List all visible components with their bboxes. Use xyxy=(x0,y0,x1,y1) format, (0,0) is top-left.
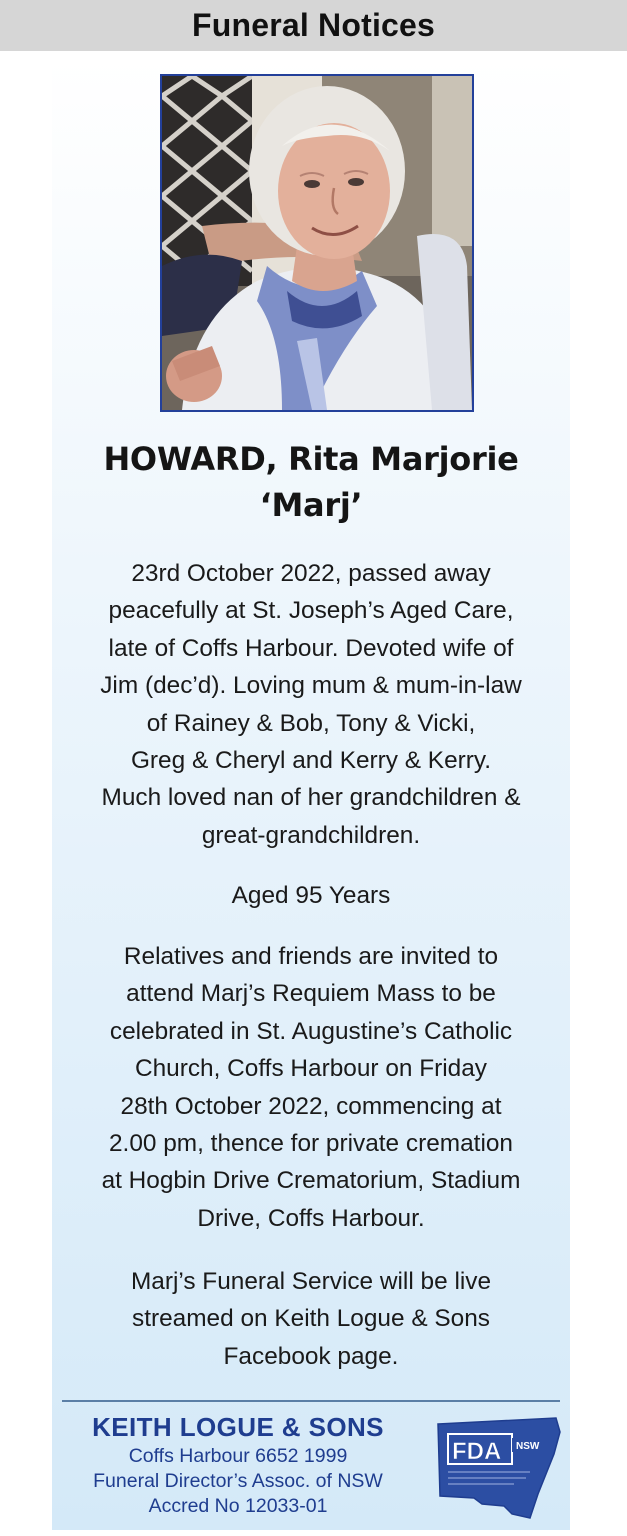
text-line: Jim (dec’d). Loving mum & mum-in-law xyxy=(100,672,522,700)
funeral-notice-card xyxy=(52,58,570,1530)
text-line: great-grandchildren. xyxy=(201,821,421,849)
text-line: 28th October 2022, commencing at xyxy=(120,1092,502,1120)
notice-paragraph-livestream xyxy=(52,1263,570,1375)
text-line: Facebook page. xyxy=(223,1342,399,1370)
text-line: Drive, Coffs Harbour. xyxy=(197,1204,425,1232)
age-line xyxy=(52,877,570,914)
footer-divider xyxy=(62,1400,560,1402)
logo-text: FDA xyxy=(452,1438,502,1465)
deceased-name xyxy=(52,436,570,528)
text-line: attend Marj’s Requiem Mass to be xyxy=(126,980,496,1008)
text-line: Marj’s Funeral Service will be live xyxy=(130,1268,492,1295)
full-name: HOWARD, Rita Marjorie xyxy=(103,440,519,478)
fda-nsw-logo-icon xyxy=(434,1414,564,1522)
firm-phone: Coffs Harbour 6652 1999 xyxy=(128,1445,348,1467)
firm-accreditation: Accred No 12033-01 xyxy=(148,1495,328,1517)
notice-paragraph-death xyxy=(52,555,570,854)
text-line: celebrated in St. Augustine’s Catholic xyxy=(109,1017,513,1045)
age-text: Aged 95 Years xyxy=(231,882,391,909)
text-line: Much loved nan of her grandchildren & xyxy=(101,784,521,812)
text-line: at Hogbin Drive Crematorium, Stadium xyxy=(101,1167,521,1195)
text-line: Church, Coffs Harbour on Friday xyxy=(134,1055,487,1083)
funeral-director-details xyxy=(60,1410,416,1519)
portrait-image xyxy=(162,76,472,410)
text-line: 23rd October 2022, passed away xyxy=(131,560,491,587)
text-line: streamed on Keith Logue & Sons xyxy=(132,1305,490,1333)
page-title: Funeral Notices xyxy=(191,7,436,43)
firm-name: KEITH LOGUE & SONS xyxy=(92,1412,384,1442)
logo-subtext: NSW xyxy=(516,1441,540,1452)
fda-logo-graphic xyxy=(434,1414,564,1522)
notice-paragraph-service xyxy=(52,938,570,1237)
text-line: peacefully at St. Joseph’s Aged Care, xyxy=(108,597,514,625)
text-line: Greg & Cheryl and Kerry & Kerry. xyxy=(130,747,492,775)
nickname: ‘Marj’ xyxy=(259,486,363,524)
text-line: late of Coffs Harbour. Devoted wife of xyxy=(108,634,514,662)
text-line: Relatives and friends are invited to xyxy=(123,943,499,970)
portrait-photo xyxy=(160,74,474,412)
text-line: of Rainey & Bob, Tony & Vicki, xyxy=(146,709,476,737)
header-bar xyxy=(0,0,627,51)
text-line: 2.00 pm, thence for private cremation xyxy=(108,1130,513,1158)
firm-association: Funeral Director’s Assoc. of NSW xyxy=(93,1470,383,1492)
